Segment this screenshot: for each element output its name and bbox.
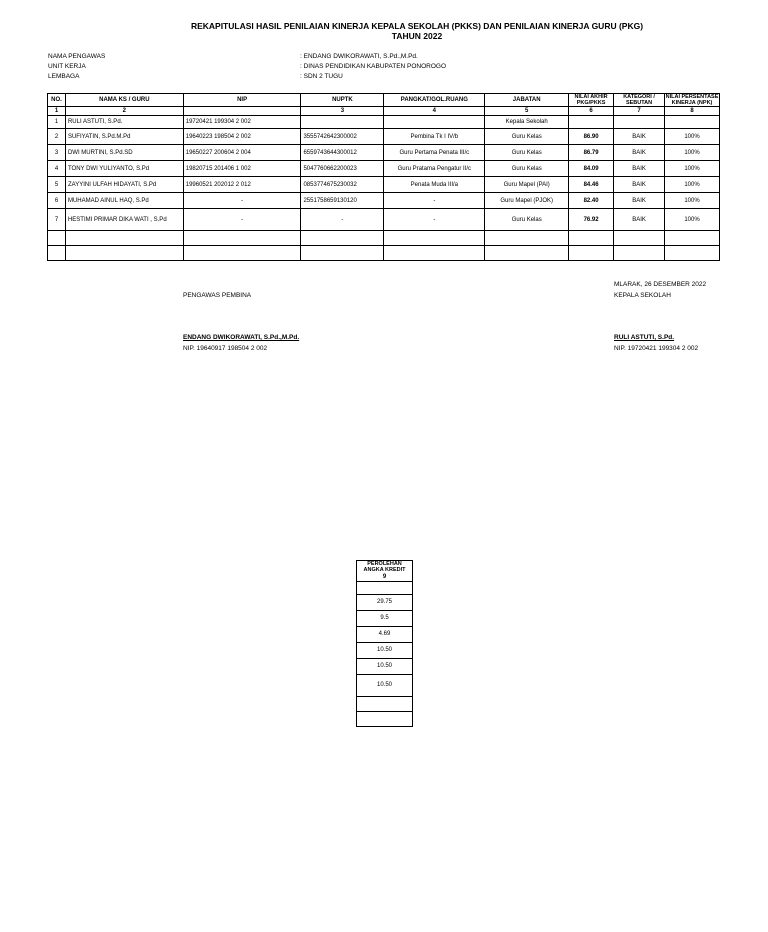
cell-no: 2 xyxy=(48,129,66,145)
meta-label-pengawas: NAMA PENGAWAS xyxy=(48,53,106,60)
left-signer-name: ENDANG DWIKORAWATI, S.Pd.,M.Pd. xyxy=(183,334,300,341)
cell-nilai: 82.40 xyxy=(569,193,614,209)
cell-nuptk: 2551758659130120 xyxy=(301,193,384,209)
cell-nuptk: 3555742642300002 xyxy=(301,129,384,145)
cell-no: 4 xyxy=(48,161,66,177)
table-row xyxy=(48,161,720,177)
header-kategori: KATEGORI / SEBUTAN xyxy=(614,94,665,107)
cell-no: 1 xyxy=(48,116,66,129)
cell-npk: 100% xyxy=(665,161,720,177)
credit-row xyxy=(357,594,413,610)
cell-pangkat: Guru Pertama Penata III/c xyxy=(384,145,485,161)
cell-nama: SUFIYATIN, S.Pd.M.Pd xyxy=(65,129,183,145)
cell-pangkat: Penata Muda III/a xyxy=(384,177,485,193)
cell-jabatan: Guru Kelas xyxy=(485,161,569,177)
colnum-1: 1 xyxy=(48,107,66,116)
cell-npk: 100% xyxy=(665,177,720,193)
cell-kategori xyxy=(614,116,665,129)
header-nilai: NILAI AKHIR PKG/PKKS xyxy=(569,94,614,107)
credit-value: 29.75 xyxy=(357,594,413,610)
cell-kategori: BAIK xyxy=(614,161,665,177)
header-pangkat: PANGKAT/GOL.RUANG xyxy=(384,94,485,107)
cell-nilai: 86.79 xyxy=(569,145,614,161)
cell-pangkat: - xyxy=(384,193,485,209)
cell-no: 6 xyxy=(48,193,66,209)
cell-kategori: BAIK xyxy=(614,209,665,231)
cell-nama: MUHAMAD AINUL HAQ, S.Pd xyxy=(65,193,183,209)
credit-value: 10.50 xyxy=(357,658,413,674)
meta-label-unit: UNIT KERJA xyxy=(48,63,86,70)
cell-kategori: BAIK xyxy=(614,177,665,193)
cell-npk: 100% xyxy=(665,129,720,145)
cell-nuptk: - xyxy=(301,209,384,231)
place-date: MLARAK, 26 DESEMBER 2022 xyxy=(614,281,707,288)
cell-jabatan: Guru Kelas xyxy=(485,129,569,145)
cell-nip: 19640223 198504 2 002 xyxy=(183,129,301,145)
header-jabatan: JABATAN xyxy=(485,94,569,107)
cell-nama: RULI ASTUTI, S.Pd. xyxy=(65,116,183,129)
header-row xyxy=(48,94,720,107)
cell-npk: 100% xyxy=(665,145,720,161)
header-npk: NILAI PERSENTASE KINERJA (NPK) xyxy=(665,94,719,106)
cell-nip: 19720421 199304 2 002 xyxy=(183,116,301,129)
credit-value: 10.50 xyxy=(357,642,413,658)
colnum-3: 3 xyxy=(301,107,384,116)
colnum-4: 4 xyxy=(384,107,485,116)
colnum-8: 8 xyxy=(665,107,720,116)
table-row xyxy=(48,129,720,145)
cell-kategori: BAIK xyxy=(614,129,665,145)
cell-jabatan: Guru Mapel (PAI) xyxy=(485,177,569,193)
credit-number-row xyxy=(357,573,413,581)
cell-kategori: BAIK xyxy=(614,193,665,209)
colnum-2: 2 xyxy=(65,107,183,116)
cell-pangkat: Guru Pratama Pengatur II/c xyxy=(384,161,485,177)
right-signer-title: KEPALA SEKOLAH xyxy=(614,292,671,299)
left-signer-title: PENGAWAS PEMBINA xyxy=(183,292,252,299)
table-row xyxy=(48,209,720,231)
credit-header-row xyxy=(357,561,413,574)
credit-value: 4.69 xyxy=(357,626,413,642)
cell-pangkat xyxy=(384,116,485,129)
cell-nama: TONY DWI YULIYANTO, S.Pd xyxy=(65,161,183,177)
cell-npk: 100% xyxy=(665,209,720,231)
cell-jabatan: Guru Mapel (PJOK) xyxy=(485,193,569,209)
right-signer-nip: NIP. 19720421 199304 2 002 xyxy=(614,345,699,352)
cell-nilai xyxy=(569,116,614,129)
cell-no: 3 xyxy=(48,145,66,161)
table-row xyxy=(48,145,720,161)
credit-row xyxy=(357,642,413,658)
cell-nip: 19650227 200604 2 004 xyxy=(183,145,301,161)
table-row xyxy=(48,116,720,129)
meta-value-lembaga: : SDN 2 TUGU xyxy=(300,73,343,80)
empty-row xyxy=(48,246,720,261)
credit-value: 10.50 xyxy=(357,674,413,696)
cell-nilai: 86.90 xyxy=(569,129,614,145)
cell-no: 7 xyxy=(48,209,66,231)
cell-nilai: 84.46 xyxy=(569,177,614,193)
header-nuptk: NUPTK xyxy=(301,94,384,107)
credit-row xyxy=(357,674,413,696)
credit-row xyxy=(357,626,413,642)
empty-row xyxy=(48,231,720,246)
cell-npk: 100% xyxy=(665,193,720,209)
cell-nuptk: 0853774675230032 xyxy=(301,177,384,193)
cell-nuptk: 6559743644300012 xyxy=(301,145,384,161)
header-nip: NIP xyxy=(183,94,301,107)
header-nama: NAMA KS / GURU xyxy=(65,94,183,107)
cell-kategori: BAIK xyxy=(614,145,665,161)
cell-nip: 19820715 201406 1 002 xyxy=(183,161,301,177)
colnum-nip xyxy=(183,107,301,116)
credit-table xyxy=(356,560,413,727)
cell-nama: HESTIMI PRIMAR DIKA WATI , S.Pd xyxy=(65,209,183,231)
table-row xyxy=(48,193,720,209)
cell-nilai: 76.92 xyxy=(569,209,614,231)
right-signer-name: RULI ASTUTI, S.Pd. xyxy=(614,334,675,341)
cell-jabatan: Guru Kelas xyxy=(485,209,569,231)
header-no: NO. xyxy=(48,94,66,107)
colnum-7: 7 xyxy=(614,107,665,116)
recap-table xyxy=(47,93,720,261)
column-number-row xyxy=(48,107,720,116)
cell-nip: - xyxy=(183,193,301,209)
credit-value: 9.5 xyxy=(357,610,413,626)
cell-nip: - xyxy=(183,209,301,231)
document-title: REKAPITULASI HASIL PENILAIAN KINERJA KEPALA SEKOLAH (PKKS) DAN PENILAIAN KINERJA GURU (PKG) xyxy=(190,21,644,31)
meta-label-lembaga: LEMBAGA xyxy=(48,73,80,80)
credit-header: PEROLEHAN ANGKA KREDIT xyxy=(357,561,413,574)
colnum-6: 6 xyxy=(569,107,614,116)
cell-pangkat: - xyxy=(384,209,485,231)
table-row xyxy=(48,177,720,193)
meta-value-unit: : DINAS PENDIDIKAN KABUPATEN PONOROGO xyxy=(300,63,447,70)
cell-nuptk: 5047760662200023 xyxy=(301,161,384,177)
credit-colnum: 9 xyxy=(357,573,413,581)
credit-row xyxy=(357,658,413,674)
cell-npk xyxy=(665,116,720,129)
colnum-5: 5 xyxy=(485,107,569,116)
left-signer-nip: NIP. 19640917 198504 2 002 xyxy=(183,345,268,352)
cell-jabatan: Guru Kelas xyxy=(485,145,569,161)
cell-nip: 19960521 202012 2 012 xyxy=(183,177,301,193)
cell-nama: DWI MURTINI, S.Pd.SD xyxy=(65,145,183,161)
meta-value-pengawas: : ENDANG DWIKORAWATI, S.Pd.,M.Pd. xyxy=(300,53,418,60)
cell-nama: ZAYYINI ULFAH HIDAYATI, S.Pd xyxy=(65,177,183,193)
document-year: TAHUN 2022 xyxy=(391,31,443,41)
cell-jabatan: Kepala Sekolah xyxy=(485,116,569,129)
cell-no: 5 xyxy=(48,177,66,193)
empty-row xyxy=(357,696,413,711)
empty-row xyxy=(357,711,413,726)
cell-nilai: 84.09 xyxy=(569,161,614,177)
credit-row xyxy=(357,610,413,626)
cell-pangkat: Pembina Tk I IV/b xyxy=(384,129,485,145)
cell-nuptk xyxy=(301,116,384,129)
